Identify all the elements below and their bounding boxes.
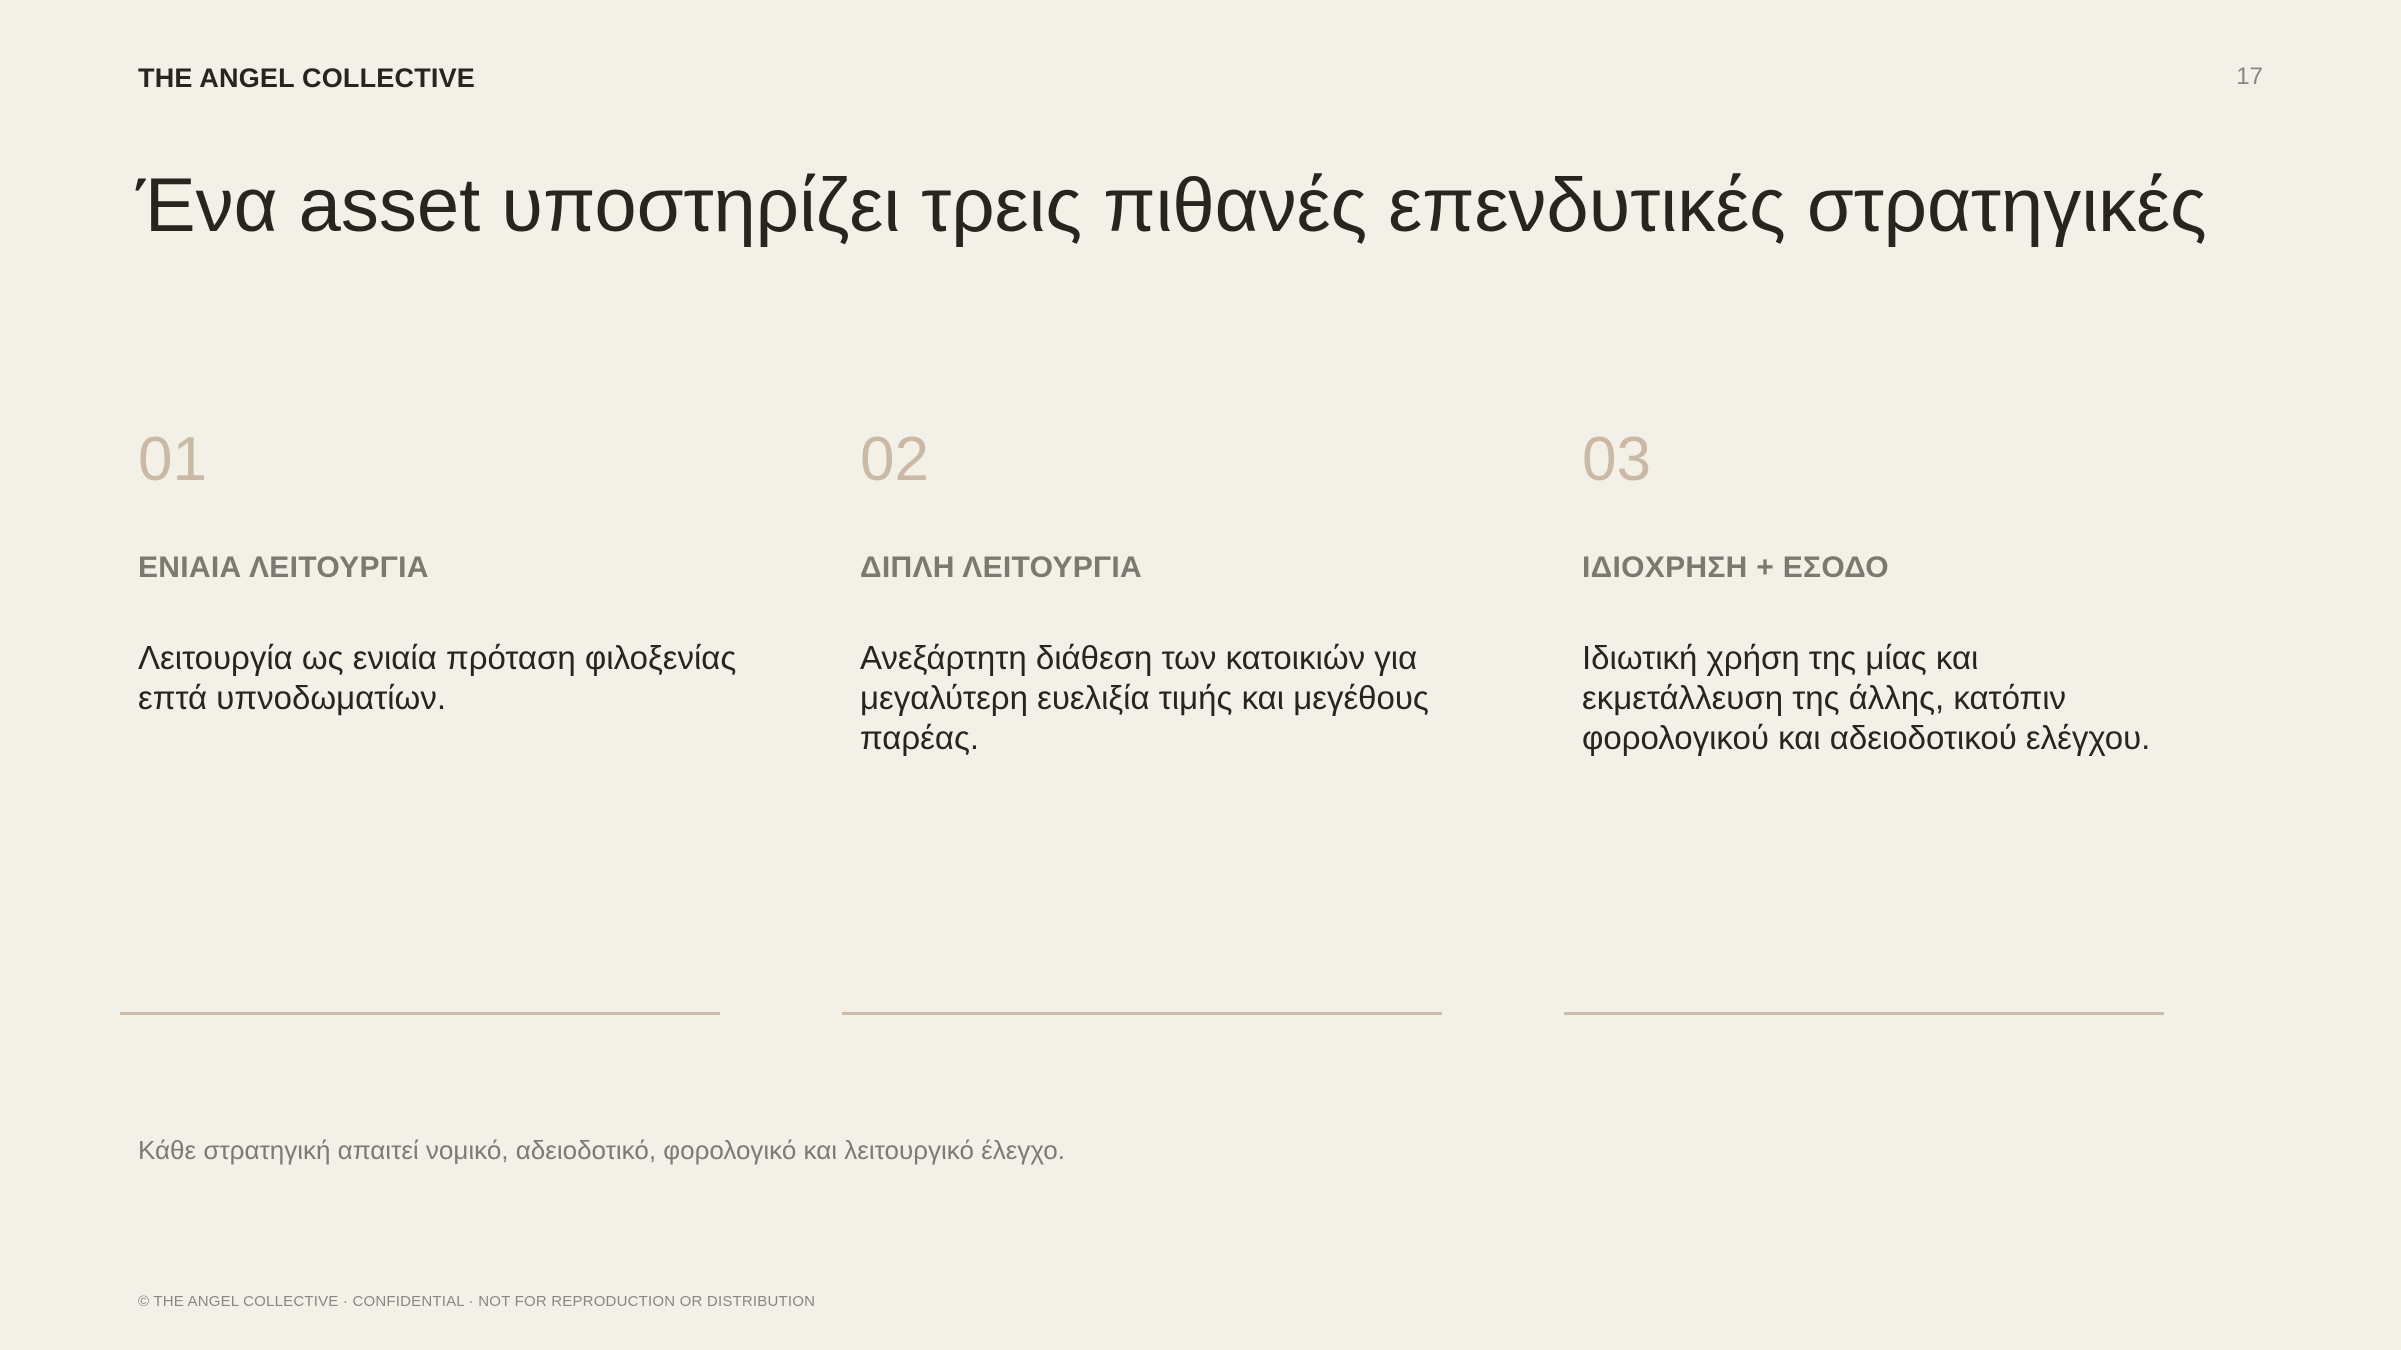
strategy-heading: ΕΝΙΑΙΑ ΛΕΙΤΟΥΡΓΙΑ: [138, 551, 429, 584]
strategy-card-3: [1582, 420, 2202, 758]
disclaimer-note: Κάθε στρατηγική απαιτεί νομικό, αδειοδοτικό, φορολογικό και λειτουργικό έλεγχο.: [138, 1135, 1065, 1165]
strategy-number: 01: [138, 425, 207, 494]
strategy-card-1: [138, 420, 758, 718]
brand-name: THE ANGEL COLLECTIVE: [138, 63, 476, 93]
divider-line: [1564, 1012, 2164, 1015]
page-number: 17: [2236, 63, 2263, 90]
strategy-card-2: [860, 420, 1480, 758]
divider-line: [842, 1012, 1442, 1015]
strategy-number: 03: [1582, 425, 1651, 494]
strategy-description: Ανεξάρτητη διάθεση των κατοικιών για μεγαλύτερη ευελιξία τιμής και μεγέθους παρέας.: [860, 639, 1429, 756]
confidentiality-footer: © THE ANGEL COLLECTIVE · CONFIDENTIAL · NOT FOR REPRODUCTION OR DISTRIBUTION: [138, 1293, 816, 1310]
strategy-heading: ΔΙΠΛΗ ΛΕΙΤΟΥΡΓΙΑ: [860, 551, 1142, 584]
strategy-heading: ΙΔΙΟΧΡΗΣΗ + ΕΣΟΔΟ: [1582, 551, 1889, 584]
strategy-number: 02: [860, 425, 929, 494]
strategy-description: Λειτουργία ως ενιαία πρόταση φιλοξενίας επτά υπνοδωματίων.: [138, 639, 737, 716]
divider-line: [120, 1012, 720, 1015]
strategy-description: Ιδιωτική χρήση της μίας και εκμετάλλευση της άλλης, κατόπιν φορολογικού και αδειοδοτικού ελέγχου.: [1582, 639, 2151, 756]
slide-title: Ένα asset υποστηρίζει τρεις πιθανές επενδυτικές στρατηγικές: [136, 163, 2207, 248]
